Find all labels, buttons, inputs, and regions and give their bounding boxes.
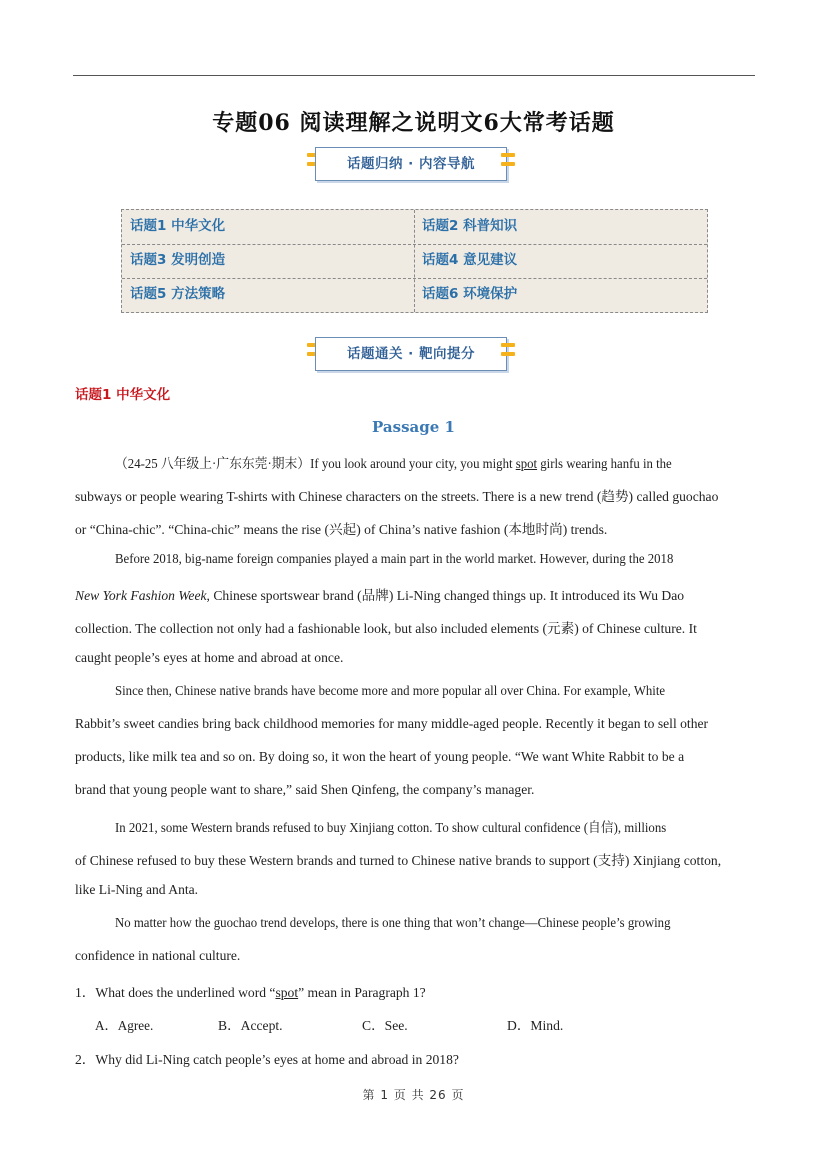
passage-line: collection. The collection not only had a fashionable look, but also included elements (元素) of Chinese culture. It <box>75 621 697 636</box>
option-b[interactable]: B．Accept. <box>218 1018 283 1033</box>
text-span: （24-25 八年级上·广东东莞·期末）If you look around your city, you might <box>115 456 516 471</box>
topic-heading: 话题1 中华文化 <box>75 387 171 403</box>
passage-line: of Chinese refused to buy these Western brands and turned to Chinese native brands to support (支持) Xinjiang cotton, <box>75 853 722 868</box>
toc-item-1[interactable]: 话题1 中华文化 <box>130 218 226 234</box>
banner-topic-navigation <box>307 147 515 185</box>
banner-right-decoration <box>501 153 515 175</box>
question-2: 2．Why did Li-Ning catch people’s eyes at home and abroad in 2018? <box>75 1052 459 1067</box>
banner-practice <box>307 337 515 375</box>
passage-line: or “China-chic”. “China-chic” means the rise (兴起) of China’s native fashion (本地时尚) trends. <box>75 522 608 537</box>
header-rule <box>73 75 755 76</box>
page-number: 第 1 页 共 26 页 <box>362 1088 465 1102</box>
passage-line: products, like milk tea and so on. By doing so, it won the heart of young people. “We want White Rabbit to be a <box>75 749 685 764</box>
question-1 <box>75 981 755 1001</box>
text-span: 1．What does the underlined word “ <box>75 985 276 1000</box>
passage-line: like Li-Ning and Anta. <box>75 882 199 897</box>
underlined-word: spot <box>275 985 299 1000</box>
passage-line: Rabbit’s sweet candies bring back childhood memories for many middle-aged people. Recently it began to sell other <box>75 716 709 731</box>
passage-line: caught people’s eyes at home and abroad at once. <box>75 650 344 665</box>
toc-item-5[interactable]: 话题5 方法策略 <box>130 286 226 302</box>
passage-line: Since then, Chinese native brands have become more and more popular all over China. For example, White <box>115 683 666 698</box>
passage-line: subways or people wearing T-shirts with Chinese characters on the streets. There is a new trend (趋势) called guochao <box>75 489 719 504</box>
italic-title: New York Fashion Week <box>75 588 207 603</box>
toc-item-4[interactable]: 话题4 意见建议 <box>422 252 518 268</box>
banner-label: 话题通关 · 靶向提分 <box>346 346 476 362</box>
toc-item-6[interactable]: 话题6 环境保护 <box>422 286 518 302</box>
text-span: girls wearing hanfu in the <box>537 456 672 471</box>
text-span: , Chinese sportswear brand (品牌) Li-Ning changed things up. It introduced its Wu Dao <box>206 588 685 603</box>
passage-line: No matter how the guochao trend develops, there is one thing that won’t change—Chinese people’s growing <box>115 915 671 930</box>
toc-item-2[interactable]: 话题2 科普知识 <box>422 218 518 234</box>
text-span: ” mean in Paragraph 1? <box>298 985 426 1000</box>
page-title: 专题06 阅读理解之说明文6大常考话题 <box>212 110 615 136</box>
passage-title: Passage 1 <box>372 418 455 436</box>
passage-line: Before 2018, big-name foreign companies played a main part in the world market. However, during the 2018 <box>115 551 674 566</box>
option-a[interactable]: A．Agree. <box>95 1018 154 1033</box>
toc-item-3[interactable]: 话题3 发明创造 <box>130 252 226 268</box>
passage-line <box>115 452 755 472</box>
passage-line: brand that young people want to share,” said Shen Qinfeng, the company’s manager. <box>75 782 535 797</box>
passage-line <box>75 584 755 604</box>
banner-right-decoration <box>501 343 515 365</box>
underlined-word: spot <box>515 456 538 471</box>
banner-label: 话题归纳 · 内容导航 <box>346 156 476 172</box>
topic-table <box>121 209 708 313</box>
option-c[interactable]: C．See. <box>362 1018 408 1033</box>
option-d[interactable]: D．Mind. <box>507 1018 564 1033</box>
passage-line: confidence in national culture. <box>75 948 241 963</box>
passage-line: In 2021, some Western brands refused to buy Xinjiang cotton. To show cultural confidence (自信), millions <box>115 820 667 835</box>
